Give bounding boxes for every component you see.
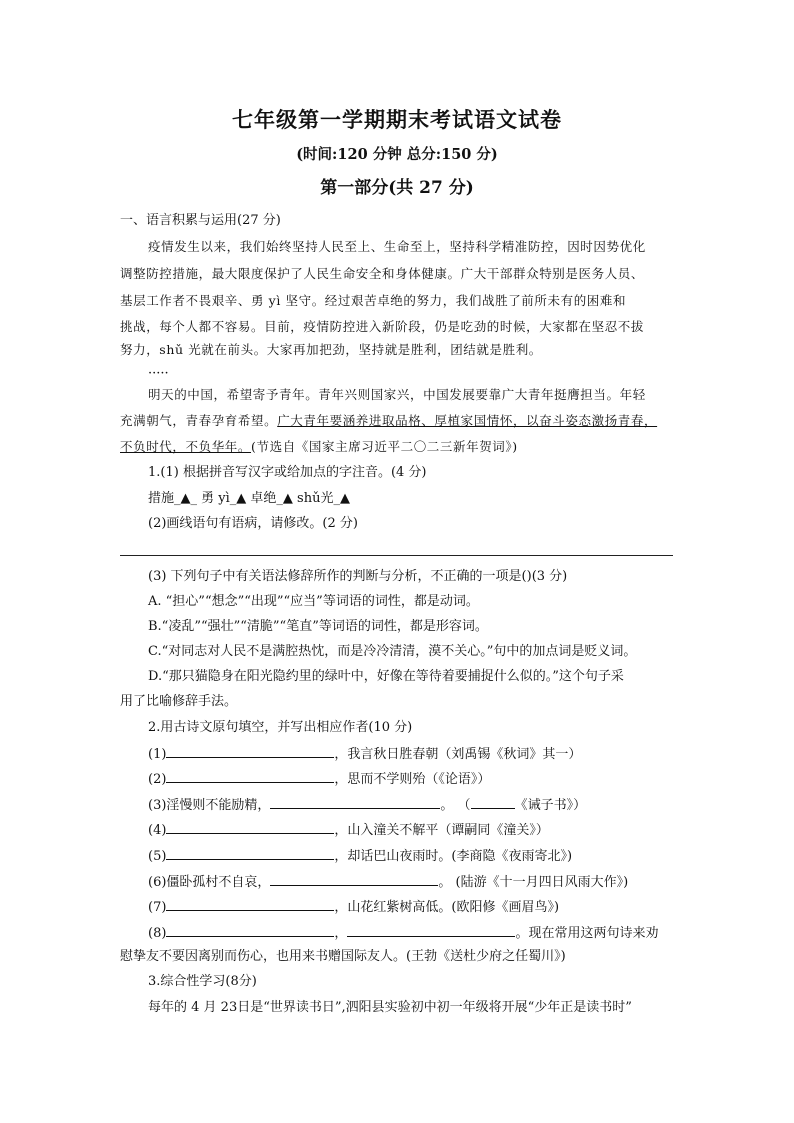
fill-blank[interactable] (166, 743, 334, 758)
question-1-1-answers: 措施_▲_ 勇 yì_▲ 卓绝_▲ shǔ光_▲ (148, 491, 350, 506)
item-number: (2) (148, 772, 167, 787)
item-text: ， (334, 926, 348, 941)
poem-item-3 (148, 794, 586, 816)
option-b: B.“凌乱”“强壮”“清脆”“笔直”等词语的词性，都是形容词。 (148, 619, 488, 634)
part-heading: 第一部分(共 27 分) (320, 178, 474, 198)
option-d: D.“那只猫隐身在阳光隐约里的绿叶中，好像在等待着要捕捉什么似的。”这个句子采 (148, 669, 624, 684)
poem-item-4 (148, 819, 549, 841)
item-number: (1) (148, 747, 167, 762)
fill-blank[interactable] (471, 794, 515, 809)
poem-item-7 (148, 896, 559, 918)
item-tail: 《诫子书》） (514, 798, 587, 813)
item-number: (5) (148, 849, 167, 864)
answer-line (120, 555, 673, 556)
passage1-line: 调整防控措施，最大限度保护了人民生命安全和身体健康。广大干部群众特别是医务人员、 (120, 266, 645, 281)
passage2-line (120, 437, 518, 457)
item-number: (8) (148, 926, 167, 941)
poem-item-5 (148, 845, 572, 867)
exam-title: 七年级第一学期期末考试语文试卷 (232, 107, 562, 132)
passage2-underlined-sentence: 不负时代，不负华年。 (120, 439, 252, 454)
item-text: 。 （ (440, 798, 471, 813)
section3-heading: 3.综合性学习(8分) (148, 974, 257, 989)
section1-heading: 一、语言积累与运用(27 分) (120, 213, 281, 228)
option-c: C.“对同志对人民不是满腔热忱，而是冷冷清清，漠不关心。”句中的加点词是贬义词。 (148, 644, 637, 659)
item-text: ，我言秋日胜春朝（刘禹锡《秋词》其一） (334, 747, 582, 762)
fill-blank[interactable] (166, 819, 334, 834)
question-1-1: 1.(1) 根据拼音写汉字或给加点的字注音。(4 分) (148, 465, 427, 480)
ellipsis: ····· (148, 366, 169, 381)
poem-item-1 (148, 743, 581, 765)
passage2-text: 充满朝气，青春孕育希望。 (120, 413, 278, 428)
poem-item-2 (148, 768, 490, 790)
passage2-line (120, 411, 657, 431)
question-1-3: (3) 下列句子中有关语法修辞所作的判断与分析，不正确的一项是()(3 分) (148, 569, 568, 584)
passage2-underlined-sentence: 广大青年要涵养进取品格、厚植家国情怀，以奋斗姿态激扬青春， (277, 413, 658, 428)
item-text: ，山入潼关不解平（谭嗣同《潼关》） (334, 823, 549, 838)
passage1-line: 努力，shǔ 光就在前头。大家再加把劲，坚持就是胜利，团结就是胜利。 (120, 342, 542, 357)
item-text: ，山花红紫树高低。(欧阳修《画眉鸟》) (334, 900, 560, 915)
fill-blank[interactable] (166, 845, 334, 860)
fill-blank[interactable] (166, 768, 334, 783)
item-text: ，却话巴山夜雨时。(李商隐《夜雨寄北》) (334, 849, 573, 864)
poem-item-8-cont: 慰挚友不要因离别而伤心，也用来书赠国际友人。(王勃《送杜少府之任蜀川》) (120, 949, 566, 964)
passage2-source: (节选自《国家主席习近平二〇二三新年贺词》) (251, 439, 518, 454)
option-a: A. “担心”“想念”“出现”“应当”等词语的词性，都是动词。 (148, 594, 479, 609)
item-tail: 。现在常用这两句诗来劝 (515, 926, 659, 941)
poem-item-8 (148, 922, 658, 944)
fill-blank[interactable] (166, 922, 334, 937)
passage1-line: 挑战，每个人都不容易。目前，疫情防控进入新阶段，仍是吃劲的时候，大家都在坚忍不拔 (120, 319, 645, 334)
item-number: (3)淫慢则不能励精， (148, 798, 271, 813)
fill-blank[interactable] (166, 896, 334, 911)
poem-item-6 (148, 871, 628, 893)
question-1-2: (2)画线语句有语病，请修改。(2 分) (148, 516, 358, 531)
passage1-line: 基层工作者不畏艰辛、勇 yì 坚守。经过艰苦卓绝的努力，我们战胜了前所未有的困难和 (120, 293, 627, 308)
section3-text: 每年的 4 月 23日是“世界读书日”,泗阳县实验初中初一年级将开展“少年正是读书时” (148, 1000, 632, 1015)
item-text: ，思而不学则殆（《论语》） (334, 772, 491, 787)
option-d-cont: 用了比喻修辞手法。 (120, 694, 238, 709)
passage1-line: 疫情发生以来，我们始终坚持人民至上、生命至上，坚持科学精准防控，因时因势优化 (148, 239, 646, 254)
fill-blank[interactable] (347, 922, 515, 937)
passage2-line: 明天的中国，希望寄予青年。青年兴则国家兴，中国发展要靠广大青年挺膺担当。年轻 (148, 387, 646, 402)
fill-blank[interactable] (270, 794, 440, 809)
exam-subtitle: (时间:120 分钟 总分:150 分) (296, 146, 498, 163)
item-text: 。 (陆游《十一月四日风雨大作》) (438, 875, 629, 890)
item-number: (6)僵卧孤村不自哀， (148, 875, 271, 890)
section2-heading: 2.用古诗文原句填空，并写出相应作者(10 分) (148, 720, 413, 735)
item-number: (7) (148, 900, 167, 915)
item-number: (4) (148, 823, 167, 838)
fill-blank[interactable] (270, 871, 438, 886)
